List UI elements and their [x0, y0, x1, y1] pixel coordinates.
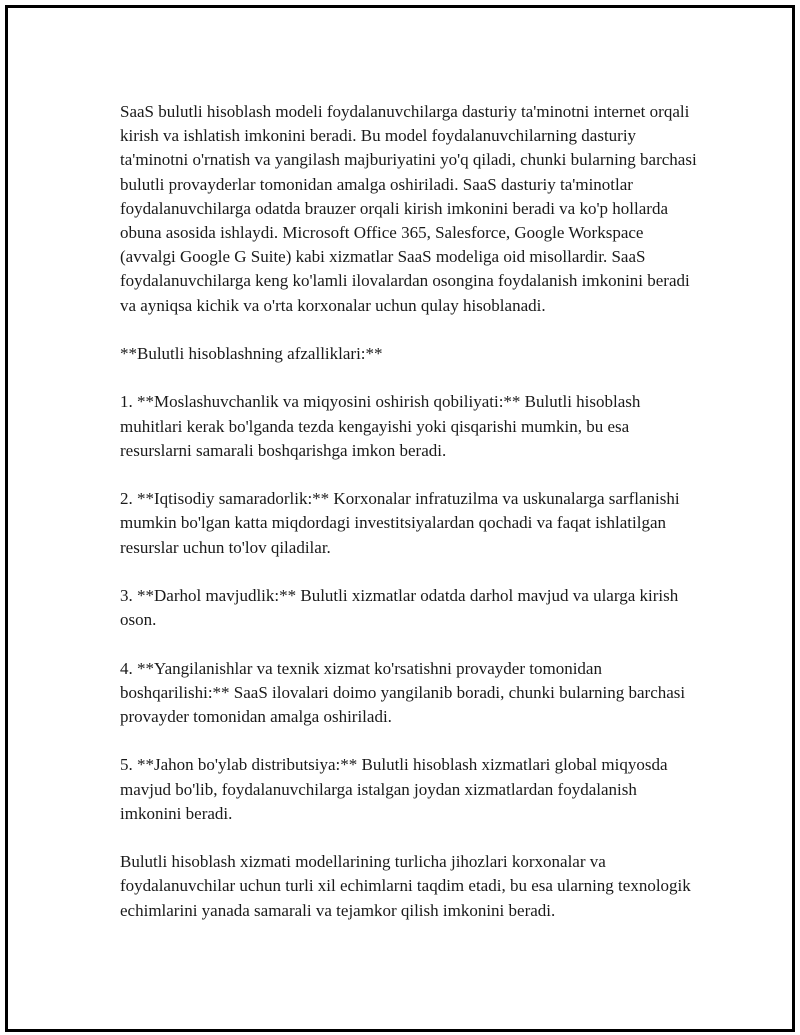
- advantage-item-2: 2. **Iqtisodiy samaradorlik:** Korxonalar infratuzilma va uskunalarga sarflanishi mumkin bo'lgan katta miqdordagi investitsiyalardan qochadi va faqat ishlatilgan resurslar uchun to'lov qiladilar.: [120, 489, 680, 557]
- advantages-heading: **Bulutli hisoblashning afzalliklari:**: [120, 344, 383, 364]
- document-body: [120, 100, 700, 923]
- intro-paragraph: SaaS bulutli hisoblash modeli foydalanuvchilarga dasturiy ta'minotni internet orqali kirish va ishlatish imkonini beradi. Bu model foydalanuvchilarning dasturiy ta'minotni o'rnatish va yangilash majburiyatini yo'q qiladi, chunki bularning barchasi bulutli provayderlar tomonidan amalga oshiriladi. SaaS dasturiy ta'minotlar foydalanuvchilarga odatda brauzer orqali kirish imkonini beradi va ko'p hollarda obuna asosida ishlaydi. Microsoft Office 365, Salesforce, Google Workspace (avvalgi Google G Suite) kabi xizmatlar SaaS modeliga oid misollardir. SaaS foydalanuvchilarga keng ko'lamli ilovalardan osongina foydalanish imkonini beradi va ayniqsa kichik va o'rta korxonalar uchun qulay hisoblanadi.: [120, 102, 697, 315]
- advantage-item-3: 3. **Darhol mavjudlik:** Bulutli xizmatlar odatda darhol mavjud va ularga kirish oson.: [120, 586, 679, 630]
- advantage-item-1: 1. **Moslashuvchanlik va miqyosini oshirish qobiliyati:** Bulutli hisoblash muhitlari kerak bo'lganda tezda kengayishi yoki qisqarishi mumkin, bu esa resurslarni samarali boshqarishga imkon beradi.: [120, 392, 641, 460]
- conclusion-paragraph: Bulutli hisoblash xizmati modellarining turlicha jihozlari korxonalar va foydalanuvchilar uchun turli xil echimlarni taqdim etadi, bu esa ularning texnologik echimlarini yanada samarali va tejamkor qilish imkonini beradi.: [120, 852, 691, 920]
- advantage-item-4: 4. **Yangilanishlar va texnik xizmat ko'rsatishni provayder tomonidan boshqarilishi:** SaaS ilovalari doimo yangilanib boradi, chunki bularning barchasi provayder tomonidan amalga oshiriladi.: [120, 658, 686, 726]
- advantage-item-5: 5. **Jahon bo'ylab distributsiya:** Bulutli hisoblash xizmatlari global miqyosda mavjud bo'lib, foydalanuvchilarga istalgan joydan xizmatlardan foydalanish imkonini beradi.: [120, 755, 668, 823]
- page-frame: [5, 5, 795, 1032]
